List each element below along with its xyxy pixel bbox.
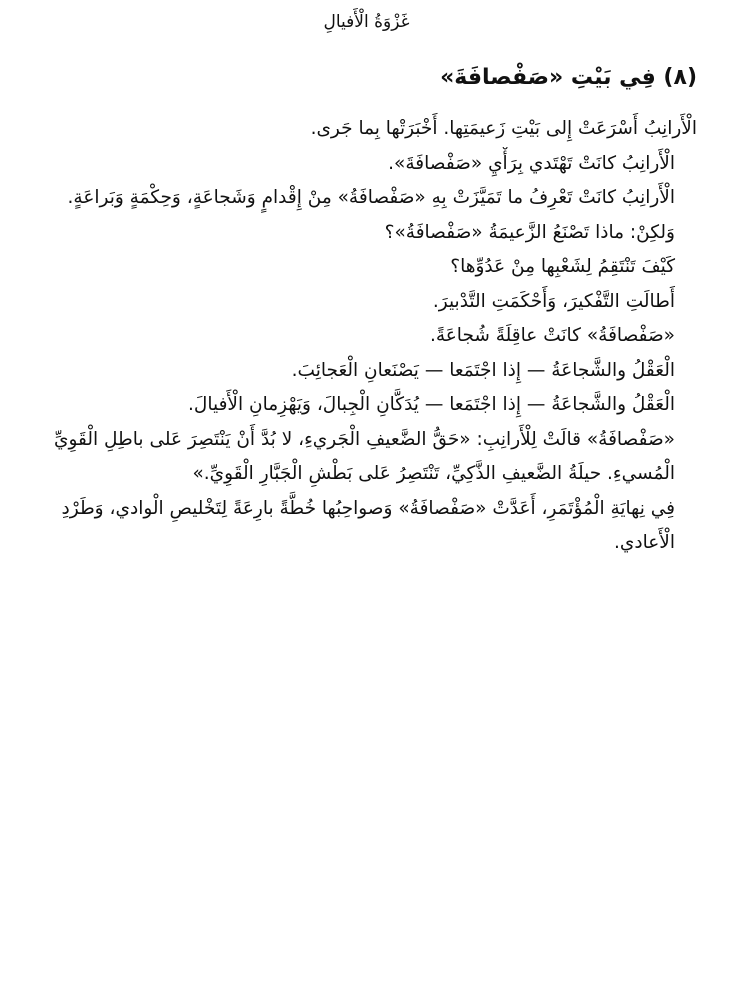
running-header: غَزْوَةُ الْأَفيالِ <box>323 12 410 32</box>
body-text <box>30 112 697 561</box>
paragraph: الْعَقْلُ والشَّجاعَةُ — إِذا اجْتَمَعا — يُدَكَّانِ الْجِبالَ، وَيَهْزِمانِ الْأَفيالَ. <box>188 394 675 415</box>
paragraph: الْأَرانِبُ كانَتْ تَعْرِفُ ما تَمَيَّزَتْ بِهِ «صَفْصافَةُ» مِنْ إِقْدامٍ وَشَجاعَةٍ، وَحِكْمَةٍ وَبَراعَةٍ. <box>67 187 675 208</box>
paragraph: «صَفْصافَةُ» قالَتْ لِلْأَرانِبِ: «حَقُّ الضَّعيفِ الْجَريءِ، لا بُدَّ أَنْ يَنْتَصِرَ عَلى باطِلِ الْقَوِيِّ الْمُسيءِ. حيلَةُ الضَّعيفِ الذَّكِيِّ، تَنْتَصِرُ عَلى بَطْشِ الْجَبَّارِ الْقَوِيِّ.» <box>53 428 675 484</box>
paragraph: كَيْفَ تَنْتَقِمُ لِشَعْبِها مِنْ عَدُوِّها؟ <box>450 256 675 277</box>
paragraph: وَلكِنْ: ماذا تَصْنَعُ الزَّعيمَةُ «صَفْصافَةُ»؟ <box>384 221 675 243</box>
paragraph: فِي نِهايَةِ الْمُؤْتَمَرِ، أَعَدَّتْ «صَفْصافَةُ» وَصواحِبُها خُطَّةً بارِعَةً لِتَخْليصِ الْوادي، وَطَرْدِ الْأَعادي. <box>61 497 675 553</box>
paragraph: الْعَقْلُ والشَّجاعَةُ — إِذا اجْتَمَعا — يَصْنَعانِ الْعَجائِبَ. <box>291 359 675 381</box>
paragraph: الْأَرانِبُ كانَتْ تَهْتَدي بِرَأْيِ «صَفْصافَةَ». <box>388 152 675 174</box>
paragraph: أَطالَتِ التَّفْكيرَ، وَأَحْكَمَتِ التَّدْبيرَ. <box>432 290 675 312</box>
paragraph: الْأَرانِبُ أَسْرَعَتْ إِلى بَيْتِ زَعيمَتِها. أَخْبَرَتْها بِما جَرى. <box>310 118 697 139</box>
paragraph: «صَفْصافَةُ» كانَتْ عاقِلَةً شُجاعَةً. <box>429 325 675 346</box>
chapter-title: (٨) فِي بَيْتِ «صَفْصافَةَ» <box>440 65 697 90</box>
